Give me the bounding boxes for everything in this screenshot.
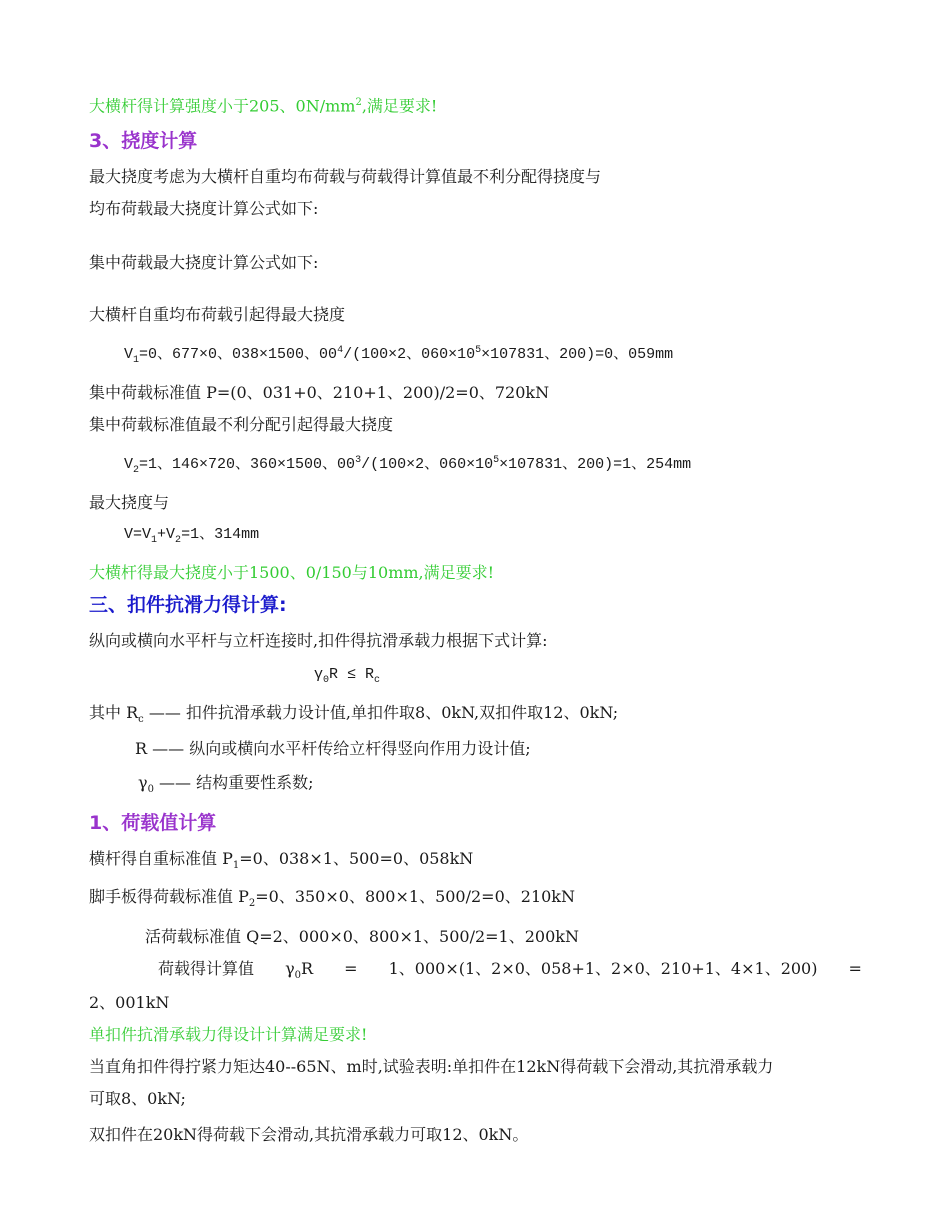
formula-v1: $V_1=0$、677×0、038×1500、$00^4/(100\times 2$、$060\times 10^5\times 107831$、200)=0、059mm	[124, 345, 674, 366]
section-heading-fastener: 三、扣件抗滑力得计算:	[89, 594, 287, 616]
definition-rc: 其中 $R_c$ —— 扣件抗滑承载力设计值,单扣件取8、0kN,双扣件取12、0kN;	[89, 703, 619, 726]
paragraph-concentrated-load-formula: 集中荷载最大挠度计算公式如下:	[89, 253, 319, 272]
paragraph-fastener-intro: 纵向或横向水平杆与立杆连接时,扣件得抗滑承载力根据下式计算:	[89, 631, 548, 650]
definition-r: R —— 纵向或横向水平杆传给立杆得竖向作用力设计值;	[135, 739, 531, 758]
section-heading-deflection: 3、挠度计算	[89, 130, 198, 152]
deflection-conclusion: 大横杆得最大挠度小于1500、0/150与10mm,满足要求!	[89, 563, 495, 582]
formula-fastener: $\gamma_0R \le R_c$	[314, 666, 381, 686]
line-live-load: 活荷载标准值 Q=2、000×0、800×1、500/2=1、200kN	[145, 927, 579, 946]
definition-gamma: $\gamma_0$ —— 结构重要性系数;	[138, 773, 314, 796]
formula-v2: $V_2=1$、146×720、360×1500、$00^3/(100\times 2$、$060\times 10^5\times 107831$、200)=1、254mm	[124, 455, 692, 476]
strength-conclusion: 大横杆得计算强度小于205、$0N/mm^2$,满足要求!	[89, 96, 438, 116]
paragraph-double-capacity: 双扣件在20kN得荷载下会滑动,其抗滑承载力可取12、0kN。	[89, 1125, 529, 1144]
paragraph-self-weight-deflection: 大横杆自重均布荷载引起得最大挠度	[89, 305, 346, 324]
paragraph-concentrated-load-value: 集中荷载标准值 P=(0、031+0、210+1、200)/2=0、720kN	[89, 383, 550, 402]
fastener-conclusion: 单扣件抗滑承载力得设计计算满足要求!	[89, 1025, 368, 1044]
paragraph-max-deflection: 最大挠度与	[89, 493, 170, 512]
paragraph-torque-test: 当直角扣件得拧紧力矩达40--65N、m时,试验表明:单扣件在12kN得荷载下会滑动,其抗滑承载力	[89, 1057, 774, 1076]
line-design-load: 荷载得计算值 $\gamma_0R$ = 1、000×(1、2×0、058+1、2×0、210+1、4×1、200) =	[158, 959, 862, 982]
paragraph-concentrated-deflection: 集中荷载标准值最不利分配引起得最大挠度	[89, 415, 394, 434]
line-board-load: 脚手板得荷载标准值 $P_2=0$、350×0、800×1、500/2=0、210kN	[89, 887, 576, 910]
paragraph-deflection-intro: 最大挠度考虑为大横杆自重均布荷载与荷载得计算值最不利分配得挠度与	[89, 167, 602, 186]
formula-v-total: $V=V_1+V_2=1$、314mm	[124, 526, 260, 546]
paragraph-uniform-load-formula: 均布荷载最大挠度计算公式如下:	[89, 199, 319, 218]
section-heading-load-value: 1、荷载值计算	[89, 812, 217, 834]
line-design-load-result: 2、001kN	[89, 993, 170, 1012]
paragraph-single-capacity: 可取8、0kN;	[89, 1089, 186, 1108]
line-crossbar-weight: 横杆得自重标准值 $P_1=0$、038×1、500=0、058kN	[89, 849, 474, 872]
